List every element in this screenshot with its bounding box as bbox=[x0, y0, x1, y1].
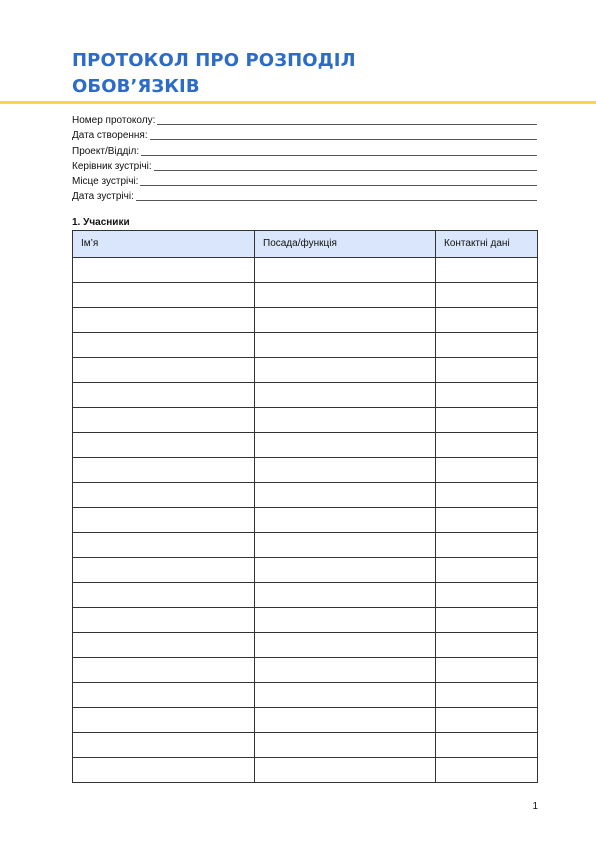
table-cell[interactable] bbox=[73, 358, 255, 383]
table-cell[interactable] bbox=[73, 258, 255, 283]
table-cell[interactable] bbox=[436, 583, 538, 608]
table-cell[interactable] bbox=[73, 758, 255, 783]
meta-field-label: Керівник зустрічі: bbox=[72, 160, 152, 172]
meta-field-row bbox=[72, 127, 537, 142]
meta-field-label: Місце зустрічі: bbox=[72, 175, 139, 187]
table-cell[interactable] bbox=[73, 683, 255, 708]
table-cell[interactable] bbox=[436, 408, 538, 433]
table-row bbox=[73, 483, 538, 508]
table-cell[interactable] bbox=[436, 483, 538, 508]
table-cell[interactable] bbox=[436, 358, 538, 383]
column-header-contacts: Контактні дані bbox=[436, 231, 538, 258]
table-row bbox=[73, 308, 538, 333]
table-cell[interactable] bbox=[255, 583, 436, 608]
participants-table bbox=[72, 230, 538, 783]
table-cell[interactable] bbox=[73, 558, 255, 583]
table-cell[interactable] bbox=[73, 608, 255, 633]
meta-field-label: Номер протоколу: bbox=[72, 115, 156, 127]
table-cell[interactable] bbox=[255, 258, 436, 283]
table-cell[interactable] bbox=[255, 608, 436, 633]
table-cell[interactable] bbox=[255, 558, 436, 583]
table-cell[interactable] bbox=[73, 658, 255, 683]
table-cell[interactable] bbox=[436, 683, 538, 708]
participants-table-body bbox=[73, 258, 538, 783]
table-cell[interactable] bbox=[436, 333, 538, 358]
column-header-position: Посада/функція bbox=[255, 231, 436, 258]
table-cell[interactable] bbox=[436, 458, 538, 483]
table-cell[interactable] bbox=[73, 508, 255, 533]
meta-field-row bbox=[72, 188, 537, 203]
table-row bbox=[73, 258, 538, 283]
table-cell[interactable] bbox=[73, 333, 255, 358]
table-cell[interactable] bbox=[255, 658, 436, 683]
table-row bbox=[73, 558, 538, 583]
meta-field-input-line[interactable] bbox=[136, 199, 537, 201]
table-row bbox=[73, 383, 538, 408]
table-cell[interactable] bbox=[436, 758, 538, 783]
table-row bbox=[73, 683, 538, 708]
section-title-participants: 1. Учасники bbox=[72, 217, 130, 228]
table-cell[interactable] bbox=[436, 433, 538, 458]
table-cell[interactable] bbox=[255, 533, 436, 558]
table-cell[interactable] bbox=[436, 708, 538, 733]
table-cell[interactable] bbox=[255, 708, 436, 733]
meta-field-row bbox=[72, 158, 537, 173]
page-number: 1 bbox=[532, 801, 538, 812]
table-cell[interactable] bbox=[436, 283, 538, 308]
table-cell[interactable] bbox=[436, 258, 538, 283]
meta-field-label: Дата створення: bbox=[72, 130, 148, 142]
table-cell[interactable] bbox=[73, 483, 255, 508]
table-cell[interactable] bbox=[255, 383, 436, 408]
meta-field-input-line[interactable] bbox=[150, 138, 537, 140]
table-header-row bbox=[73, 231, 538, 258]
accent-divider bbox=[0, 101, 596, 104]
table-cell[interactable] bbox=[73, 283, 255, 308]
meta-field-input-line[interactable] bbox=[157, 123, 537, 125]
table-cell[interactable] bbox=[255, 633, 436, 658]
table-cell[interactable] bbox=[436, 383, 538, 408]
table-row bbox=[73, 283, 538, 308]
table-cell[interactable] bbox=[255, 308, 436, 333]
table-cell[interactable] bbox=[255, 758, 436, 783]
meta-field-input-line[interactable] bbox=[141, 154, 537, 156]
table-cell[interactable] bbox=[436, 633, 538, 658]
document-title-line-2: ОБОВ’ЯЗКІВ bbox=[72, 76, 200, 97]
table-cell[interactable] bbox=[436, 608, 538, 633]
table-row bbox=[73, 333, 538, 358]
table-cell[interactable] bbox=[255, 358, 436, 383]
meta-field-row bbox=[72, 112, 537, 127]
table-row bbox=[73, 458, 538, 483]
table-cell[interactable] bbox=[255, 333, 436, 358]
table-cell[interactable] bbox=[255, 408, 436, 433]
table-row bbox=[73, 583, 538, 608]
table-row bbox=[73, 633, 538, 658]
column-header-name: Ім’я bbox=[73, 231, 255, 258]
table-cell[interactable] bbox=[436, 658, 538, 683]
table-cell[interactable] bbox=[436, 508, 538, 533]
table-row bbox=[73, 533, 538, 558]
table-row bbox=[73, 758, 538, 783]
table-cell[interactable] bbox=[73, 433, 255, 458]
table-cell[interactable] bbox=[436, 308, 538, 333]
meta-field-input-line[interactable] bbox=[154, 169, 537, 171]
table-cell[interactable] bbox=[73, 633, 255, 658]
table-row bbox=[73, 608, 538, 633]
table-cell[interactable] bbox=[255, 283, 436, 308]
table-row bbox=[73, 658, 538, 683]
table-row bbox=[73, 508, 538, 533]
table-cell[interactable] bbox=[255, 508, 436, 533]
document-title-line-1: ПРОТОКОЛ ПРО РОЗПОДІЛ bbox=[72, 50, 356, 71]
table-row bbox=[73, 433, 538, 458]
table-cell[interactable] bbox=[255, 458, 436, 483]
meta-field-label: Проект/Відділ: bbox=[72, 145, 140, 157]
document-title bbox=[72, 48, 512, 100]
table-cell[interactable] bbox=[255, 733, 436, 758]
meta-field-row bbox=[72, 142, 537, 157]
table-cell[interactable] bbox=[73, 733, 255, 758]
meta-field-input-line[interactable] bbox=[140, 184, 537, 186]
table-cell[interactable] bbox=[255, 483, 436, 508]
table-cell[interactable] bbox=[73, 583, 255, 608]
meta-field-label: Дата зустрічі: bbox=[72, 191, 134, 203]
table-cell[interactable] bbox=[436, 533, 538, 558]
table-cell[interactable] bbox=[73, 533, 255, 558]
table-cell[interactable] bbox=[73, 308, 255, 333]
table-cell[interactable] bbox=[436, 558, 538, 583]
table-cell[interactable] bbox=[73, 408, 255, 433]
table-row bbox=[73, 408, 538, 433]
table-row bbox=[73, 358, 538, 383]
table-cell[interactable] bbox=[73, 383, 255, 408]
table-row bbox=[73, 708, 538, 733]
table-cell[interactable] bbox=[73, 458, 255, 483]
table-cell[interactable] bbox=[436, 733, 538, 758]
table-cell[interactable] bbox=[73, 708, 255, 733]
meta-field-row bbox=[72, 173, 537, 188]
table-row bbox=[73, 733, 538, 758]
table-cell[interactable] bbox=[255, 433, 436, 458]
meta-fields bbox=[72, 112, 537, 203]
table-cell[interactable] bbox=[255, 683, 436, 708]
